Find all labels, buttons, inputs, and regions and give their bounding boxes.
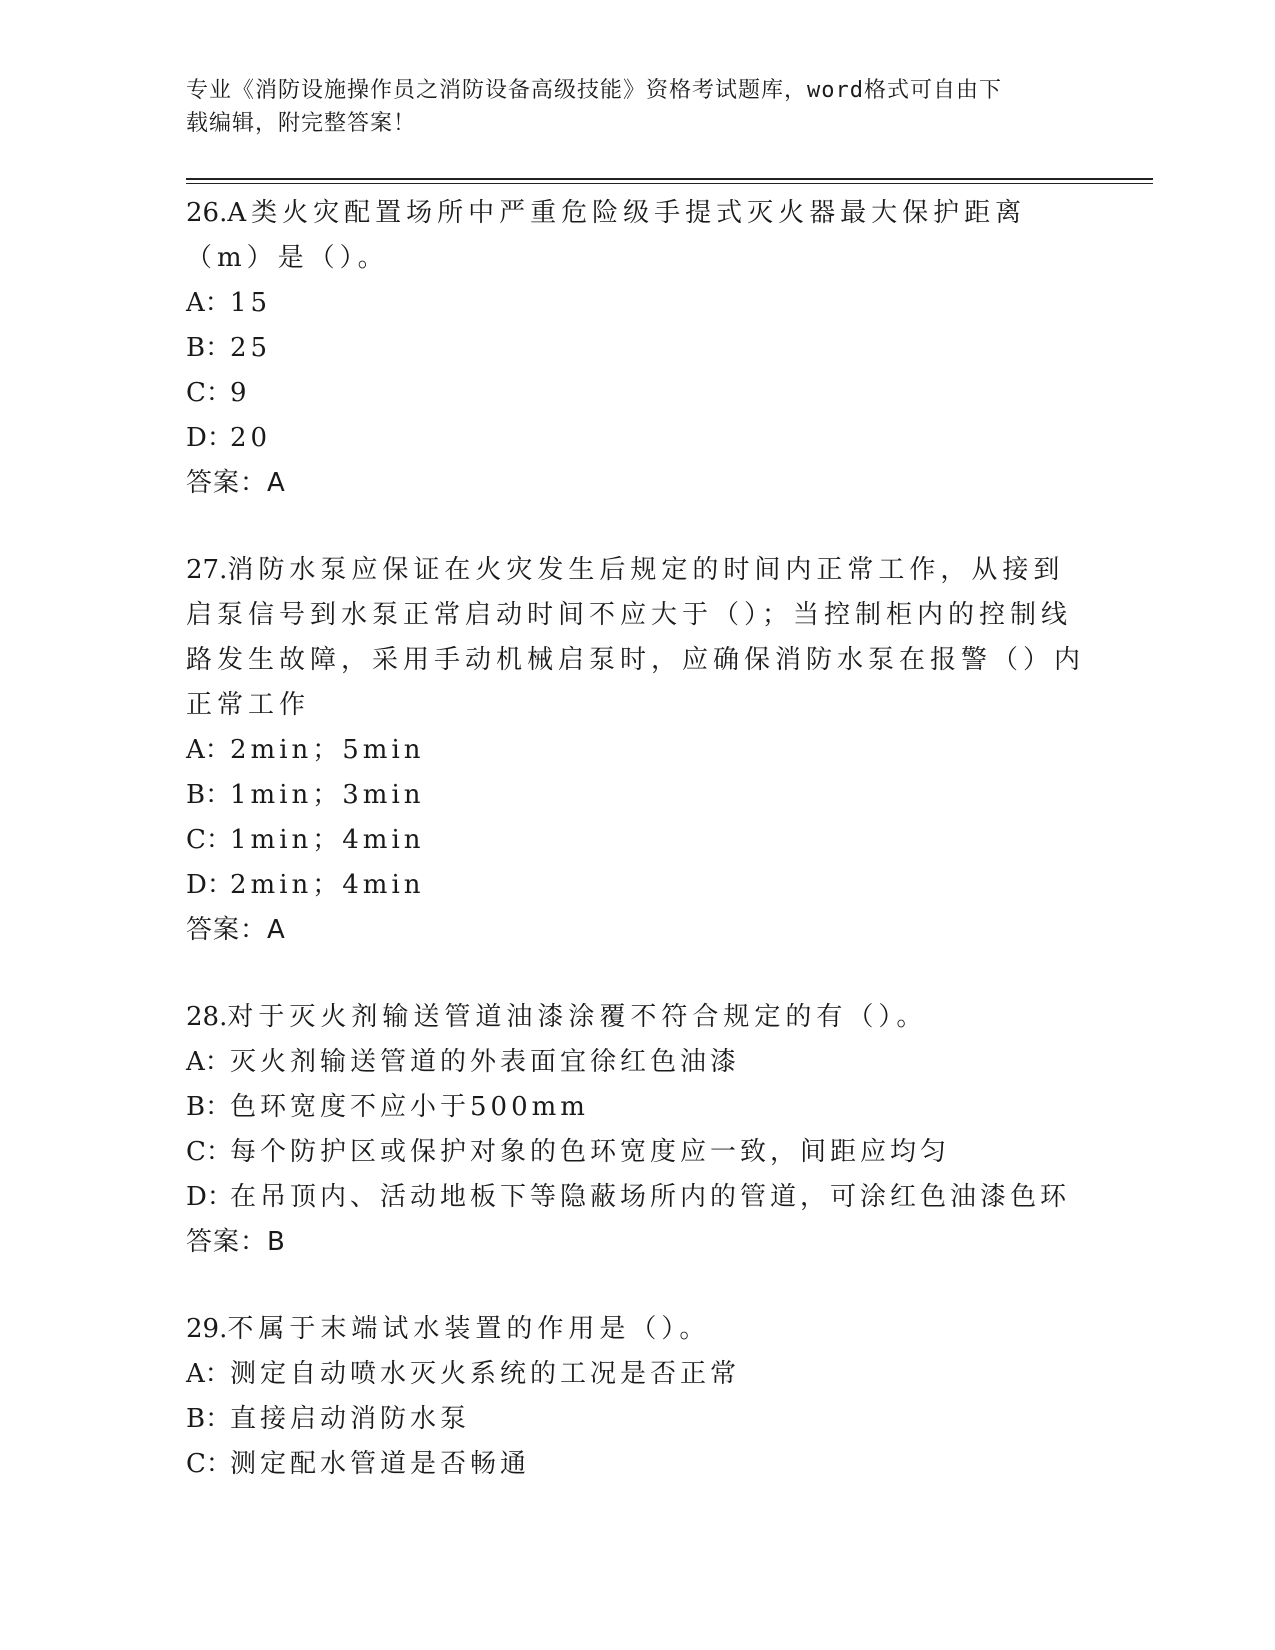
option-letter: C： xyxy=(186,1449,232,1479)
option-b xyxy=(186,1397,1086,1442)
option-letter: A： xyxy=(186,1359,231,1389)
question-number: 28. xyxy=(186,1002,228,1032)
option-text: 25 xyxy=(230,333,272,363)
question-number: 27. xyxy=(186,555,228,585)
option-letter: A： xyxy=(186,288,231,318)
option-a xyxy=(186,728,1086,773)
option-text: 直接启动消防水泵 xyxy=(230,1404,471,1434)
option-c xyxy=(186,1442,1086,1487)
option-letter: A： xyxy=(186,735,231,765)
document-header-note xyxy=(186,74,1076,140)
option-letter: D： xyxy=(186,1182,233,1212)
question-27 xyxy=(186,548,1086,953)
option-d xyxy=(186,1175,1086,1220)
header-divider-thick xyxy=(186,178,1153,180)
option-b xyxy=(186,773,1086,818)
option-a xyxy=(186,1040,1086,1085)
option-d xyxy=(186,863,1086,908)
option-text: 15 xyxy=(230,288,272,318)
option-c xyxy=(186,1130,1086,1175)
option-letter: D： xyxy=(186,870,233,900)
option-text: 测定自动喷水灭火系统的工况是否正常 xyxy=(230,1359,741,1389)
question-list xyxy=(186,191,1086,1529)
option-letter: C： xyxy=(186,825,232,855)
answer-line: 答案：B xyxy=(186,1227,286,1257)
question-stem xyxy=(186,548,1086,728)
option-text: 2min；5min xyxy=(230,735,425,765)
option-text: 测定配水管道是否畅通 xyxy=(230,1449,531,1479)
option-letter: D： xyxy=(186,423,233,453)
question-number: 29. xyxy=(186,1314,228,1344)
option-a xyxy=(186,281,1086,326)
question-28 xyxy=(186,995,1086,1265)
header-divider-thin xyxy=(186,183,1153,184)
question-26 xyxy=(186,191,1086,506)
option-b xyxy=(186,326,1086,371)
option-letter: B： xyxy=(186,333,232,363)
option-text: 灭火剂输送管道的外表面宜徐红色油漆 xyxy=(230,1047,741,1077)
option-text: 在吊顶内、活动地板下等隐蔽场所内的管道，可涂红色油漆色环 xyxy=(230,1182,1071,1212)
option-text: 每个防护区或保护对象的色环宽度应一致，间距应均匀 xyxy=(230,1137,951,1167)
option-b xyxy=(186,1085,1086,1130)
option-text: 2min；4min xyxy=(230,870,425,900)
option-letter: B： xyxy=(186,780,232,810)
question-number: 26. xyxy=(186,198,228,228)
option-text: 1min；4min xyxy=(230,825,425,855)
option-a xyxy=(186,1352,1086,1397)
answer-line: 答案：A xyxy=(186,468,286,498)
header-line-2: 载编辑，附完整答案！ xyxy=(186,111,417,136)
option-letter: C： xyxy=(186,1137,232,1167)
header-line-1: 专业《消防设施操作员之消防设备高级技能》资格考试题库，word格式可自由下 xyxy=(186,78,1002,103)
option-letter: B： xyxy=(186,1092,232,1122)
answer-line: 答案：A xyxy=(186,915,286,945)
option-letter: C： xyxy=(186,378,232,408)
question-text: A类火灾配置场所中严重危险级手提式灭火器最大保护距离（m）是（）。 xyxy=(186,198,1027,273)
option-c xyxy=(186,371,1086,416)
option-letter: B： xyxy=(186,1404,232,1434)
option-text: 20 xyxy=(230,423,272,453)
option-letter: A： xyxy=(186,1047,231,1077)
option-text: 1min；3min xyxy=(230,780,425,810)
question-text: 不属于末端试水装置的作用是（）。 xyxy=(227,1314,711,1344)
option-text: 色环宽度不应小于500mm xyxy=(230,1092,589,1122)
question-stem xyxy=(186,191,1086,281)
question-29 xyxy=(186,1307,1086,1487)
question-stem xyxy=(186,1307,1086,1352)
question-text: 消防水泵应保证在火灾发生后规定的时间内正常工作，从接到启泵信号到水泵正常启动时间不应大于（）；当控制柜内的控制线路发生故障，采用手动机械启泵时，应确保消防水泵在报警（）内正常工作 xyxy=(186,555,1086,720)
option-c xyxy=(186,818,1086,863)
question-text: 对于灭火剂输送管道油漆涂覆不符合规定的有（）。 xyxy=(227,1002,928,1032)
option-d xyxy=(186,416,1086,461)
question-stem xyxy=(186,995,1086,1040)
option-text: 9 xyxy=(230,378,251,408)
